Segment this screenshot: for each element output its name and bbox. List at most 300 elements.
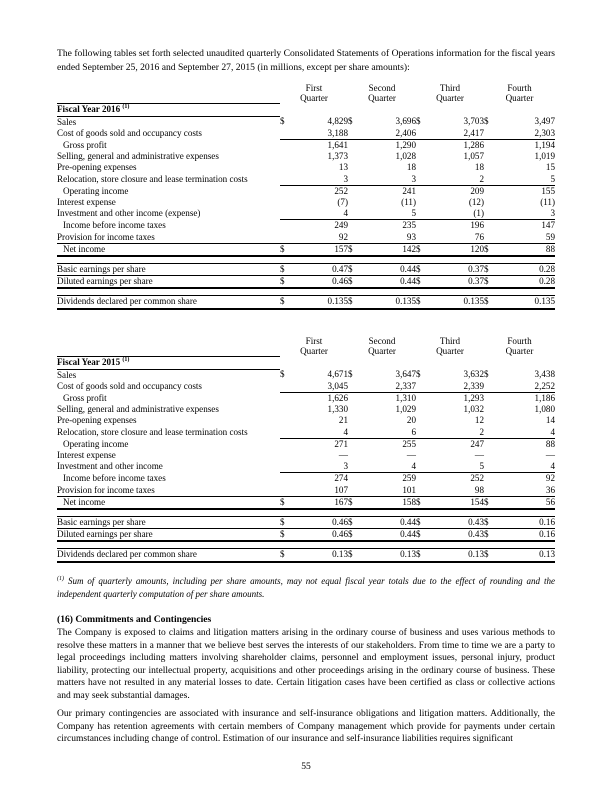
dollar-sign: $ bbox=[416, 496, 426, 509]
cell-value: 274 bbox=[334, 473, 348, 484]
cell-value: 154 bbox=[426, 496, 484, 509]
dollar-sign bbox=[484, 415, 494, 426]
cell-value: 252 bbox=[334, 185, 348, 196]
header-row-bottom bbox=[57, 346, 555, 357]
cell-value: 107 bbox=[292, 485, 348, 497]
dollar-sign bbox=[416, 485, 426, 497]
row-label: Net income bbox=[57, 243, 280, 256]
table-row bbox=[57, 404, 555, 415]
table-row bbox=[57, 415, 555, 426]
table-row bbox=[57, 381, 555, 393]
row-label: Relocation, store closure and lease termination costs bbox=[57, 426, 248, 437]
dollar-sign bbox=[416, 140, 426, 152]
paragraph-commitments-1: The Company is exposed to claims and litigation matters arising in the ordinary course of business and uses various methods to resolve these matters in a manner that we believe best serves the interests of our stakeholders. From time to time we are a party to legal proceedings including matters involving shareholder claims, personnel and employment issues, personal injury, product liability, protecting our intellectual property, acquisitions and other proceedings arising in the ordinary course of business. These matters have not resulted in any material losses to date. Certain litigation cases have been certified as class or collective actions and may seek substantial damages. bbox=[57, 628, 555, 701]
cell-value: — bbox=[406, 450, 416, 461]
row-label: Investment and other income bbox=[57, 461, 163, 472]
page-number: 55 bbox=[301, 761, 311, 772]
cell-value: 98 bbox=[426, 485, 484, 497]
fiscal-year-title: Fiscal Year 2016 bbox=[57, 104, 121, 115]
header-row-bottom bbox=[57, 93, 555, 104]
cell-value: 0.135 bbox=[358, 296, 416, 309]
cell-value: 0.46 bbox=[292, 517, 348, 529]
dollar-sign: $ bbox=[280, 116, 285, 127]
cell-value: 4,829 bbox=[327, 116, 348, 127]
cell-value: 157 bbox=[292, 243, 348, 256]
cell-value: 235 bbox=[402, 220, 416, 231]
header-third-quarter-line2: Quarter bbox=[436, 93, 464, 104]
cell-value: 3,497 bbox=[534, 116, 556, 127]
cell-value: 0.43 bbox=[426, 529, 484, 542]
cell-value: 0.44 bbox=[358, 517, 416, 529]
cell-value: 0.47 bbox=[292, 264, 348, 276]
cell-value: 167 bbox=[292, 496, 348, 509]
cell-value: — bbox=[338, 450, 348, 461]
table-row bbox=[57, 276, 555, 289]
quarterly-table-fy2016 bbox=[57, 83, 555, 310]
cell-value: (11) bbox=[540, 197, 556, 208]
cell-value: 3,696 bbox=[395, 116, 416, 127]
cell-value: 4,671 bbox=[327, 369, 348, 380]
dollar-sign bbox=[416, 128, 426, 140]
dollar-sign: $ bbox=[280, 549, 292, 562]
cell-value: 241 bbox=[402, 185, 416, 196]
dollar-sign bbox=[484, 461, 494, 473]
dollar-sign bbox=[484, 485, 494, 497]
cell-value: 59 bbox=[494, 232, 555, 244]
cell-value: 3 bbox=[358, 174, 416, 186]
row-label: Interest expense bbox=[57, 450, 116, 461]
dollar-sign: $ bbox=[348, 549, 358, 562]
table-row bbox=[57, 529, 555, 542]
dollar-sign bbox=[280, 485, 292, 497]
header-second-quarter-line1: Second bbox=[368, 336, 396, 346]
header-second-quarter-line2: Quarter bbox=[368, 346, 396, 357]
header-row-top bbox=[57, 336, 555, 346]
dollar-sign: $ bbox=[280, 517, 292, 529]
table-row bbox=[57, 438, 555, 450]
table-row bbox=[57, 162, 555, 173]
table-row bbox=[57, 461, 555, 473]
table-row bbox=[57, 427, 555, 439]
header-first-quarter-line2: Quarter bbox=[300, 93, 328, 104]
spacer-row bbox=[57, 509, 555, 517]
row-label: Dividends declared per common share bbox=[57, 549, 280, 562]
dollar-sign: $ bbox=[348, 264, 358, 276]
row-label: Basic earnings per share bbox=[57, 517, 280, 529]
cell-value: 0.13 bbox=[292, 549, 348, 562]
cell-value: 88 bbox=[494, 243, 555, 256]
table-row bbox=[57, 174, 555, 186]
dollar-sign: $ bbox=[484, 264, 494, 276]
dollar-sign bbox=[348, 450, 358, 461]
cell-value: 15 bbox=[545, 162, 556, 173]
cell-value: 0.46 bbox=[292, 276, 348, 289]
dollar-sign: $ bbox=[348, 369, 353, 380]
table-row bbox=[57, 243, 555, 256]
header-third-quarter-line1: Third bbox=[439, 336, 461, 346]
cell-value: 0.28 bbox=[494, 276, 555, 289]
cell-value: 3,703 bbox=[463, 116, 484, 127]
dollar-sign: $ bbox=[280, 369, 285, 380]
dollar-sign: $ bbox=[416, 264, 426, 276]
dollar-sign: $ bbox=[416, 549, 426, 562]
cell-value: 259 bbox=[402, 473, 416, 484]
dollar-sign bbox=[484, 162, 494, 173]
dollar-sign: $ bbox=[280, 264, 292, 276]
dollar-sign bbox=[280, 232, 292, 244]
cell-value: 4 bbox=[292, 427, 348, 439]
cell-value: (12) bbox=[468, 197, 484, 208]
cell-value: 0.43 bbox=[426, 517, 484, 529]
section-title: (16) Commitments and Contingencies bbox=[57, 614, 212, 625]
fiscal-year-label bbox=[57, 104, 280, 116]
cell-value: 4 bbox=[292, 208, 348, 220]
dollar-sign bbox=[416, 151, 426, 162]
header-second-quarter-line1: Second bbox=[368, 83, 396, 93]
row-label: Pre-opening expenses bbox=[57, 162, 137, 173]
cell-value: 5 bbox=[426, 461, 484, 473]
dollar-sign bbox=[416, 393, 426, 405]
dollar-sign bbox=[416, 174, 426, 186]
header-fourth-quarter-line1: Fourth bbox=[507, 336, 532, 346]
dollar-sign bbox=[484, 381, 494, 393]
dollar-sign: $ bbox=[348, 496, 358, 509]
cell-value: 6 bbox=[358, 427, 416, 439]
cell-value: 155 bbox=[541, 185, 556, 196]
cell-value: 1,641 bbox=[327, 140, 348, 150]
dollar-sign: $ bbox=[484, 296, 494, 309]
table-row bbox=[57, 140, 555, 152]
header-fourth-quarter-line1: Fourth bbox=[507, 83, 532, 93]
dollar-sign bbox=[484, 438, 494, 450]
dollar-sign bbox=[348, 473, 358, 485]
cell-value: 20 bbox=[406, 415, 416, 426]
cell-value: 0.37 bbox=[426, 276, 484, 289]
table-row bbox=[57, 197, 555, 208]
dollar-sign bbox=[348, 393, 358, 405]
row-label: Sales bbox=[57, 369, 77, 380]
footnote-ref: (1) bbox=[122, 104, 130, 111]
dollar-sign bbox=[280, 438, 292, 450]
cell-value: 101 bbox=[358, 485, 416, 497]
cell-value: 1,080 bbox=[534, 404, 556, 415]
dollar-sign bbox=[416, 197, 426, 208]
dollar-sign: $ bbox=[416, 529, 426, 542]
cell-value: 1,290 bbox=[395, 140, 416, 150]
cell-value: 3 bbox=[292, 174, 348, 186]
table-row bbox=[57, 264, 555, 276]
dollar-sign bbox=[416, 381, 426, 393]
cell-value: 0.13 bbox=[494, 549, 555, 562]
cell-value: (7) bbox=[337, 197, 348, 208]
cell-value: 3,632 bbox=[463, 369, 484, 380]
spacer-row bbox=[57, 288, 555, 296]
cell-value: 1,032 bbox=[463, 404, 484, 415]
dollar-sign bbox=[280, 185, 292, 197]
dollar-sign: $ bbox=[416, 369, 421, 380]
row-label: Provision for income taxes bbox=[57, 231, 155, 242]
row-label: Net income bbox=[57, 496, 280, 509]
fiscal-year-row bbox=[57, 357, 555, 369]
dollar-sign bbox=[484, 151, 494, 162]
dollar-sign: $ bbox=[416, 243, 426, 256]
row-label: Gross profit bbox=[63, 392, 107, 403]
cell-value: 18 bbox=[406, 162, 416, 173]
cell-value: 5 bbox=[358, 208, 416, 220]
cell-value: 0.13 bbox=[426, 549, 484, 562]
dollar-sign bbox=[484, 393, 494, 405]
cell-value: 2,252 bbox=[494, 381, 555, 393]
cell-value: 1,310 bbox=[395, 393, 416, 403]
header-first-quarter-line1: First bbox=[305, 336, 323, 346]
dollar-sign bbox=[484, 185, 494, 197]
dollar-sign bbox=[416, 427, 426, 439]
cell-value: 1,293 bbox=[463, 393, 484, 403]
dollar-sign bbox=[280, 220, 292, 232]
fiscal-year-label bbox=[57, 357, 280, 369]
dollar-sign bbox=[280, 197, 292, 208]
cell-value: 36 bbox=[494, 485, 555, 497]
cell-value: 0.16 bbox=[494, 529, 555, 542]
row-label: Gross profit bbox=[63, 139, 107, 150]
cell-value: 0.44 bbox=[358, 264, 416, 276]
cell-value: 3,188 bbox=[292, 128, 348, 140]
fiscal-year-title: Fiscal Year 2015 bbox=[57, 357, 121, 368]
table-row bbox=[57, 128, 555, 140]
footnote-text: Sum of quarterly amounts, including per share amounts, may not equal fiscal year totals due to the effect of rounding and the independent quarterly computation of per share amounts. bbox=[57, 576, 555, 599]
footnote-mark: (1) bbox=[57, 576, 64, 582]
dollar-sign: $ bbox=[484, 276, 494, 289]
dollar-sign bbox=[416, 461, 426, 473]
cell-value: 252 bbox=[470, 473, 484, 484]
row-label: Relocation, store closure and lease termination costs bbox=[57, 173, 248, 184]
cell-value: 1,373 bbox=[327, 151, 348, 162]
paragraph-commitments-2: Our primary contingencies are associated with insurance and self-insurance obligations and litigation matters. Additionally, the Company has retention agreements with certain members of Company management which provide for payments under certain circumstances including change of control. Estimation of our insurance and self-insurance liabilities requires significant bbox=[57, 709, 555, 745]
cell-value: 3 bbox=[494, 208, 555, 220]
dollar-sign: $ bbox=[280, 496, 292, 509]
dollar-sign bbox=[348, 485, 358, 497]
dollar-sign bbox=[484, 174, 494, 186]
table-footnote bbox=[57, 575, 555, 600]
cell-value: 2 bbox=[426, 427, 484, 439]
row-label: Income before income taxes bbox=[63, 473, 166, 484]
dollar-sign bbox=[484, 450, 494, 461]
dollar-sign: $ bbox=[280, 243, 292, 256]
dollar-sign: $ bbox=[484, 529, 494, 542]
row-label: Basic earnings per share bbox=[57, 264, 280, 276]
dollar-sign bbox=[280, 151, 292, 162]
header-second-quarter-line2: Quarter bbox=[368, 93, 396, 104]
cell-value: 147 bbox=[541, 220, 556, 231]
dollar-sign: $ bbox=[280, 296, 292, 309]
dollar-sign: $ bbox=[348, 276, 358, 289]
dollar-sign: $ bbox=[348, 517, 358, 529]
row-label: Cost of goods sold and occupancy costs bbox=[57, 128, 202, 139]
dollar-sign: $ bbox=[416, 296, 426, 309]
dollar-sign: $ bbox=[484, 243, 494, 256]
dollar-sign bbox=[280, 381, 292, 393]
dollar-sign bbox=[348, 162, 358, 173]
cell-value: 120 bbox=[426, 243, 484, 256]
cell-value: 1,286 bbox=[463, 140, 484, 150]
cell-value: 76 bbox=[426, 232, 484, 244]
table-row bbox=[57, 296, 555, 309]
table-row bbox=[57, 549, 555, 562]
header-row-top bbox=[57, 83, 555, 93]
dollar-sign bbox=[484, 473, 494, 485]
row-label: Diluted earnings per share bbox=[57, 529, 280, 542]
cell-value: 247 bbox=[470, 438, 484, 449]
dollar-sign: $ bbox=[484, 496, 494, 509]
header-first-quarter-line1: First bbox=[305, 83, 323, 93]
cell-value: 1,194 bbox=[534, 140, 556, 150]
cell-value: 0.46 bbox=[292, 529, 348, 542]
cell-value: 3,438 bbox=[534, 369, 556, 380]
cell-value: 0.16 bbox=[494, 517, 555, 529]
cell-value: 0.44 bbox=[358, 276, 416, 289]
cell-value: 93 bbox=[358, 232, 416, 244]
cell-value: 1,186 bbox=[534, 393, 556, 403]
dollar-sign bbox=[484, 128, 494, 140]
dollar-sign: $ bbox=[416, 517, 426, 529]
dollar-sign: $ bbox=[484, 369, 489, 380]
cell-value: 158 bbox=[358, 496, 416, 509]
row-label: Operating income bbox=[63, 185, 129, 196]
dollar-sign bbox=[416, 438, 426, 450]
cell-value: 1,019 bbox=[534, 151, 556, 162]
cell-value: 255 bbox=[402, 438, 416, 449]
row-label: Interest expense bbox=[57, 197, 116, 208]
dollar-sign bbox=[280, 208, 292, 220]
row-label: Provision for income taxes bbox=[57, 484, 155, 495]
dollar-sign bbox=[348, 151, 358, 162]
dollar-sign: $ bbox=[348, 296, 358, 309]
table-row bbox=[57, 369, 555, 381]
dollar-sign bbox=[416, 185, 426, 197]
table-row bbox=[57, 220, 555, 232]
dollar-sign bbox=[280, 415, 292, 426]
table-row bbox=[57, 517, 555, 529]
dollar-sign: $ bbox=[280, 529, 292, 542]
dollar-sign bbox=[484, 140, 494, 152]
intro-paragraph: The following tables set forth selected unaudited quarterly Consolidated Statements of Operations information for the fiscal years ended September 25, 2016 and September 27, 2015 (in millions, except per share amounts): bbox=[57, 48, 555, 73]
dollar-sign bbox=[416, 450, 426, 461]
cell-value: (1) bbox=[426, 208, 484, 220]
cell-value: 0.135 bbox=[426, 296, 484, 309]
cell-value: 0.28 bbox=[494, 264, 555, 276]
row-label: Dividends declared per common share bbox=[57, 296, 280, 309]
dollar-sign bbox=[280, 393, 292, 405]
cell-value: 1,028 bbox=[395, 151, 416, 162]
dollar-sign bbox=[484, 232, 494, 244]
dollar-sign bbox=[484, 220, 494, 232]
dollar-sign bbox=[348, 140, 358, 152]
footnote-ref: (1) bbox=[122, 357, 130, 364]
cell-value: 92 bbox=[292, 232, 348, 244]
cell-value: 18 bbox=[474, 162, 484, 173]
dollar-sign bbox=[484, 208, 494, 220]
dollar-sign bbox=[416, 232, 426, 244]
cell-value: 2,303 bbox=[494, 128, 555, 140]
table-row bbox=[57, 208, 555, 220]
dollar-sign: $ bbox=[416, 116, 421, 127]
fiscal-year-row bbox=[57, 104, 555, 116]
dollar-sign bbox=[348, 404, 358, 415]
row-label: Sales bbox=[57, 116, 77, 127]
header-third-quarter-line2: Quarter bbox=[436, 346, 464, 357]
cell-value: 1,057 bbox=[463, 151, 484, 162]
row-label: Income before income taxes bbox=[63, 220, 166, 231]
cell-value: 21 bbox=[338, 415, 348, 426]
dollar-sign bbox=[348, 427, 358, 439]
cell-value: 2,417 bbox=[426, 128, 484, 140]
dollar-sign bbox=[280, 162, 292, 173]
cell-value: — bbox=[474, 450, 484, 461]
cell-value: 88 bbox=[545, 438, 556, 449]
dollar-sign bbox=[280, 461, 292, 473]
cell-value: 2 bbox=[426, 174, 484, 186]
dollar-sign bbox=[280, 140, 292, 152]
quarterly-table-fy2015 bbox=[57, 336, 555, 563]
cell-value: 196 bbox=[470, 220, 484, 231]
dollar-sign: $ bbox=[484, 549, 494, 562]
table-row bbox=[57, 116, 555, 128]
dollar-sign bbox=[348, 381, 358, 393]
cell-value: 0.135 bbox=[494, 296, 555, 309]
dollar-sign bbox=[280, 427, 292, 439]
dollar-sign bbox=[348, 128, 358, 140]
cell-value: 0.37 bbox=[426, 264, 484, 276]
header-fourth-quarter-line2: Quarter bbox=[505, 93, 534, 104]
cell-value: 249 bbox=[334, 220, 348, 231]
dollar-sign bbox=[416, 404, 426, 415]
table-row bbox=[57, 232, 555, 244]
cell-value: 2,406 bbox=[358, 128, 416, 140]
cell-value: — bbox=[545, 450, 556, 461]
row-label: Selling, general and administrative expenses bbox=[57, 404, 219, 415]
table-row bbox=[57, 496, 555, 509]
dollar-sign bbox=[416, 208, 426, 220]
table-row bbox=[57, 450, 555, 461]
row-label: Cost of goods sold and occupancy costs bbox=[57, 381, 202, 392]
row-label: Selling, general and administrative expenses bbox=[57, 151, 219, 162]
cell-value: 2,339 bbox=[426, 381, 484, 393]
spacer-row bbox=[57, 256, 555, 264]
spacer-row bbox=[57, 541, 555, 549]
dollar-sign bbox=[348, 208, 358, 220]
header-first-quarter-line2: Quarter bbox=[300, 346, 328, 357]
cell-value: 271 bbox=[334, 438, 348, 449]
dollar-sign: $ bbox=[484, 116, 489, 127]
cell-value: 12 bbox=[474, 415, 484, 426]
dollar-sign: $ bbox=[416, 276, 426, 289]
dollar-sign bbox=[484, 404, 494, 415]
cell-value: 1,330 bbox=[327, 404, 348, 415]
table-row bbox=[57, 393, 555, 405]
cell-value: 1,626 bbox=[327, 393, 348, 403]
table-row bbox=[57, 485, 555, 497]
cell-value: 56 bbox=[494, 496, 555, 509]
dollar-sign: $ bbox=[348, 529, 358, 542]
cell-value: 14 bbox=[545, 415, 556, 426]
row-label: Pre-opening expenses bbox=[57, 415, 137, 426]
cell-value: 92 bbox=[545, 473, 556, 484]
table-row bbox=[57, 185, 555, 197]
cell-value: 0.13 bbox=[358, 549, 416, 562]
dollar-sign bbox=[416, 220, 426, 232]
table-row bbox=[57, 151, 555, 162]
dollar-sign: $ bbox=[484, 517, 494, 529]
